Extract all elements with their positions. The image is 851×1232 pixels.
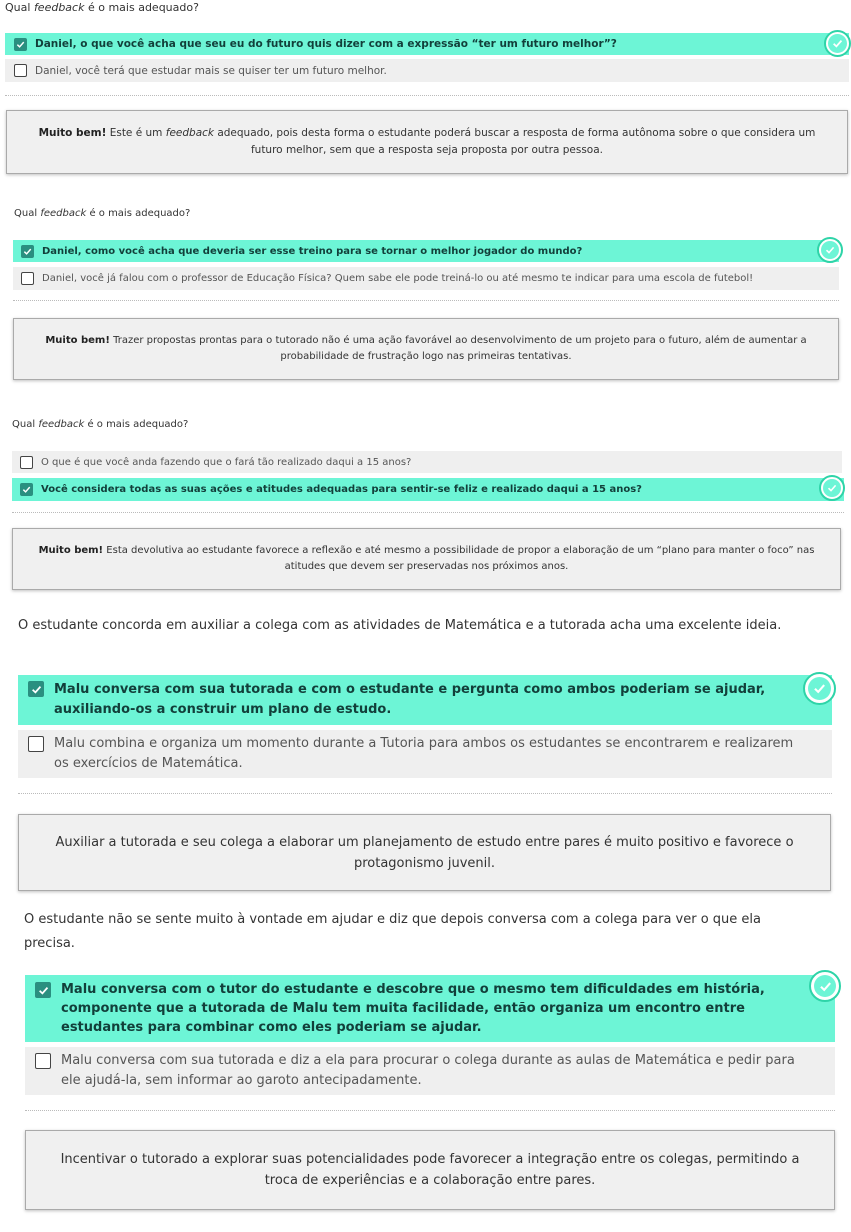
option-selected[interactable]: Você considera todas as suas ações e atitudes adequadas para sentir-se feliz e realizado daqui a 15 anos? (12, 478, 844, 501)
scenario-text: O estudante não se sente muito à vontade em ajudar e diz que depois conversa com a colega para ver o que ela precisa. (24, 912, 761, 951)
option-unselected[interactable]: Daniel, você terá que estudar mais se quiser ter um futuro melhor. (5, 59, 849, 82)
check-circle-icon (817, 237, 843, 263)
checkbox-empty-icon[interactable] (21, 272, 34, 285)
checkbox-checked-icon[interactable] (35, 982, 51, 998)
check-circle-icon (809, 970, 841, 1002)
checkbox-empty-icon[interactable] (35, 1053, 51, 1069)
divider (18, 793, 832, 794)
option-unselected[interactable]: Daniel, você já falou com o professor de Educação Física? Quem sabe ele pode treiná-lo ou até mesmo te indicar para uma escola de futebol! (13, 267, 839, 290)
checkbox-checked-icon[interactable] (28, 681, 44, 697)
checkbox-empty-icon[interactable] (20, 456, 33, 469)
divider (13, 300, 839, 301)
option-unselected[interactable]: Malu combina e organiza um momento durante a Tutoria para ambos os estudantes se encontrarem e realizarem os exercícios de Matemática. (18, 730, 832, 778)
question-prompt: Qual feedback é o mais adequado? (14, 208, 191, 219)
option-selected[interactable]: Daniel, como você acha que deveria ser esse treino para se tornar o melhor jogador do mundo? (13, 240, 839, 262)
option-selected[interactable]: Daniel, o que você acha que seu eu do futuro quis dizer com a expressão “ter um futuro melhor”? (5, 33, 849, 55)
checkbox-empty-icon[interactable] (28, 736, 44, 752)
scenario-text: O estudante concorda em auxiliar a colega com as atividades de Matemática e a tutorada acha uma excelente ideia. (18, 618, 782, 633)
check-circle-icon (803, 672, 836, 705)
feedback-box: Muito bem! Este é um feedback adequado, pois desta forma o estudante poderá buscar a resposta de forma autônoma sobre o que considera um futuro melhor, sem que a resposta seja proposta por outra pessoa. (6, 110, 848, 174)
option-unselected[interactable]: Malu conversa com sua tutorada e diz a ela para procurar o colega durante as aulas de Matemática e pedir para ele ajudá-la, sem informar ao garoto antecipadamente. (25, 1047, 835, 1095)
checkbox-empty-icon[interactable] (14, 64, 27, 77)
checkbox-checked-icon[interactable] (14, 38, 27, 51)
question-prompt: Qual feedback é o mais adequado? (12, 419, 189, 430)
feedback-box: Muito bem! Trazer propostas prontas para o tutorado não é uma ação favorável ao desenvolvimento de um projeto para o futuro, além de aumentar a probabilidade de frustração logo nas primeiras tentativas. (13, 318, 839, 380)
option-selected[interactable]: Malu conversa com sua tutorada e com o estudante e pergunta como ambos poderiam se ajudar, auxiliando-os a construir um plano de estudo. (18, 675, 832, 725)
question-prompt: Qual feedback é o mais adequado? (5, 1, 199, 14)
checkbox-checked-icon[interactable] (20, 483, 33, 496)
check-circle-icon (824, 30, 851, 57)
option-selected[interactable]: Malu conversa com o tutor do estudante e descobre que o mesmo tem dificuldades em história, componente que a tutorada de Malu tem muita facilidade, então organiza um encontro entre estudantes para combinar como eles poderiam se ajudar. (25, 975, 835, 1042)
feedback-box: Incentivar o tutorado a explorar suas potencialidades pode favorecer a integração entre os colegas, permitindo a troca de experiências e a colaboração entre pares. (25, 1130, 835, 1210)
divider (12, 512, 844, 513)
divider (25, 1110, 835, 1111)
feedback-box: Auxiliar a tutorada e seu colega a elaborar um planejamento de estudo entre pares é muito positivo e favorece o protagonismo juvenil. (18, 814, 831, 891)
feedback-box: Muito bem! Esta devolutiva ao estudante favorece a reflexão e até mesmo a possibilidade de propor a elaboração de um “plano para manter o foco” nas atitudes que devem ser preservadas nos próximos anos. (12, 528, 841, 590)
checkbox-checked-icon[interactable] (21, 245, 34, 258)
check-circle-icon (819, 475, 845, 501)
divider (5, 95, 849, 96)
option-unselected[interactable]: O que é que você anda fazendo que o fará tão realizado daqui a 15 anos? (12, 451, 842, 473)
